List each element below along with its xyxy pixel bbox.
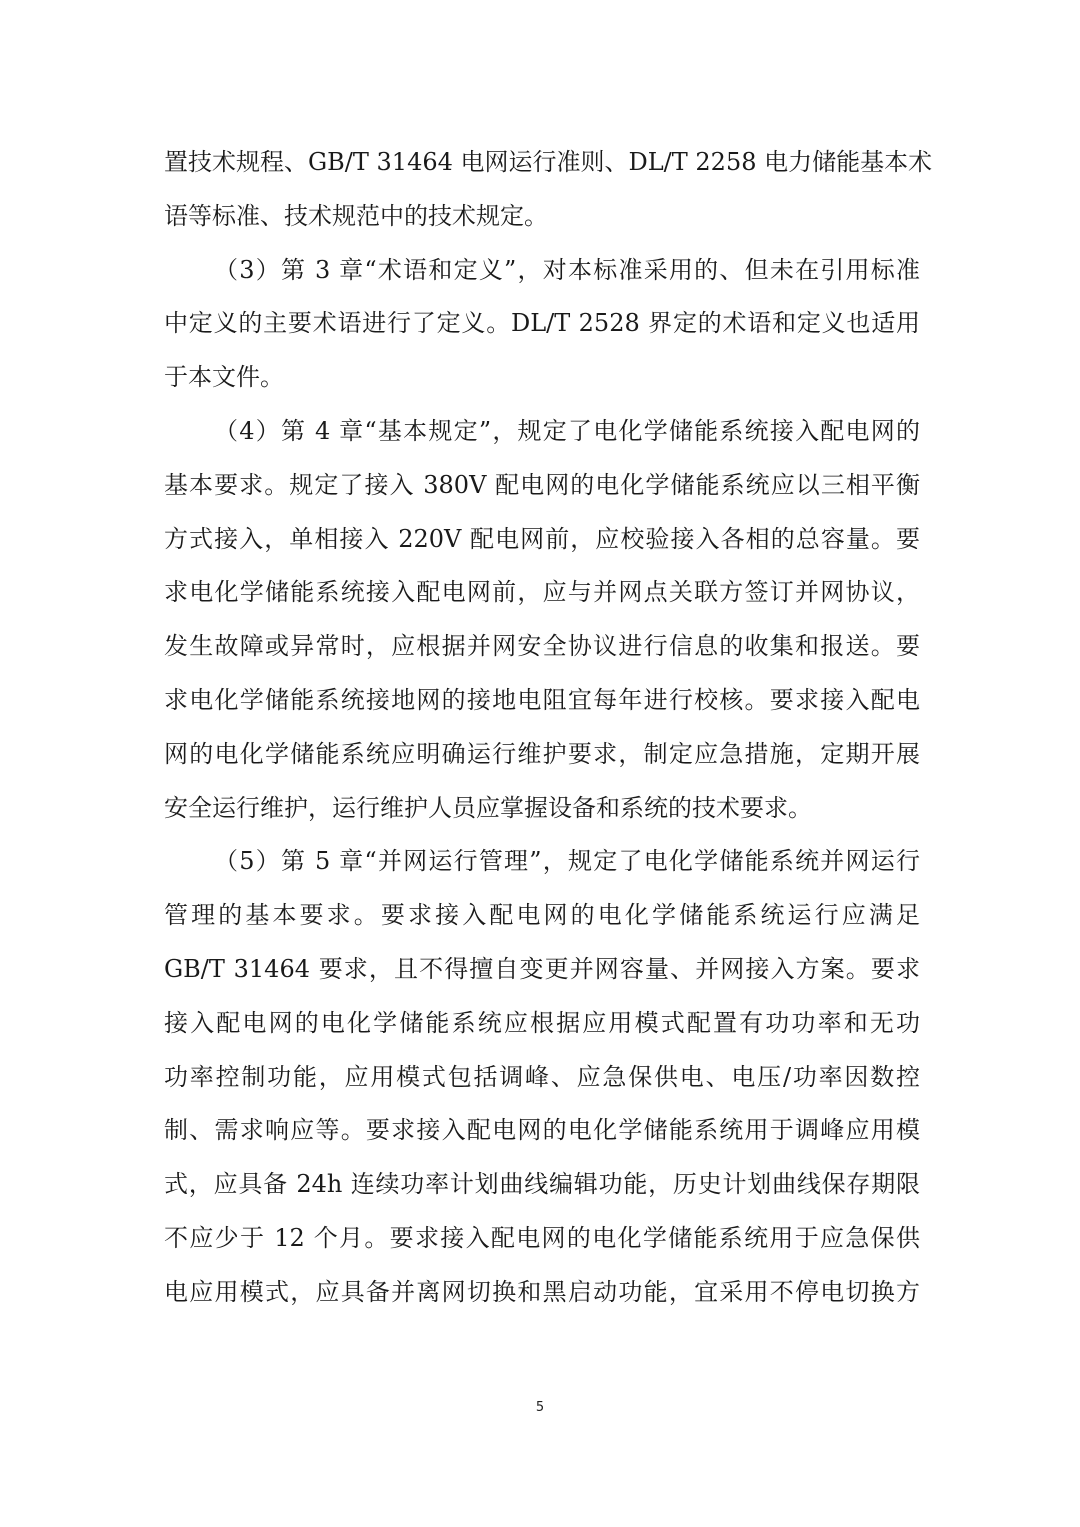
text-line: GB/T 31464 要求，且不得擅自变更并网容量、并网接入方案。要求	[164, 954, 920, 983]
paragraph-first-line: （3）第 3 章“术语和定义”，对本标准采用的、但未在引用标准	[214, 255, 920, 284]
text-line: 功率控制功能，应用模式包括调峰、应急保供电、电压/功率因数控	[164, 1062, 920, 1091]
text-line: 接入配电网的电化学储能系统应根据应用模式配置有功功率和无功	[164, 1008, 920, 1037]
text-line: 式，应具备 24h 连续功率计划曲线编辑功能，历史计划曲线保存期限	[164, 1170, 920, 1199]
text-line: 语等标准、技术规范中的技术规定。	[164, 201, 548, 230]
text-line: 方式接入，单相接入 220V 配电网前，应校验接入各相的总容量。要	[164, 524, 920, 553]
text-line: 电应用模式，应具备并离网切换和黑启动功能，宜采用不停电切换方	[164, 1277, 920, 1306]
text-line: 于本文件。	[164, 363, 284, 392]
paragraph-first-line: （5）第 5 章“并网运行管理”，规定了电化学储能系统并网运行	[214, 847, 920, 876]
text-line: 基本要求。规定了接入 380V 配电网的电化学储能系统应以三相平衡	[164, 470, 920, 499]
text-line: 中定义的主要术语进行了定义。DL/T 2528 界定的术语和定义也适用	[164, 309, 920, 338]
document-body	[164, 136, 933, 1320]
text-line: 求电化学储能系统接入配电网前，应与并网点关联方签订并网协议，	[164, 578, 920, 607]
text-line: 置技术规程、GB/T 31464 电网运行准则、DL/T 2258 电力储能基本术	[164, 148, 933, 176]
text-line: 管理的基本要求。要求接入配电网的电化学储能系统运行应满足	[164, 901, 920, 930]
text-line: 网的电化学储能系统应明确运行维护要求，制定应急措施，定期开展	[164, 739, 920, 768]
paragraph-first-line: （4）第 4 章“基本规定”，规定了电化学储能系统接入配电网的	[214, 416, 920, 445]
page-number: 5	[535, 1400, 545, 1415]
text-line: 安全运行维护，运行维护人员应掌握设备和系统的技术要求。	[164, 793, 812, 822]
text-line: 发生故障或异常时，应根据并网安全协议进行信息的收集和报送。要	[164, 632, 920, 661]
text-line: 求电化学储能系统接地网的接地电阻宜每年进行校核。要求接入配电	[164, 685, 920, 714]
text-line: 不应少于 12 个月。要求接入配电网的电化学储能系统用于应急保供	[164, 1223, 920, 1252]
text-line: 制、需求响应等。要求接入配电网的电化学储能系统用于调峰应用模	[164, 1116, 920, 1145]
